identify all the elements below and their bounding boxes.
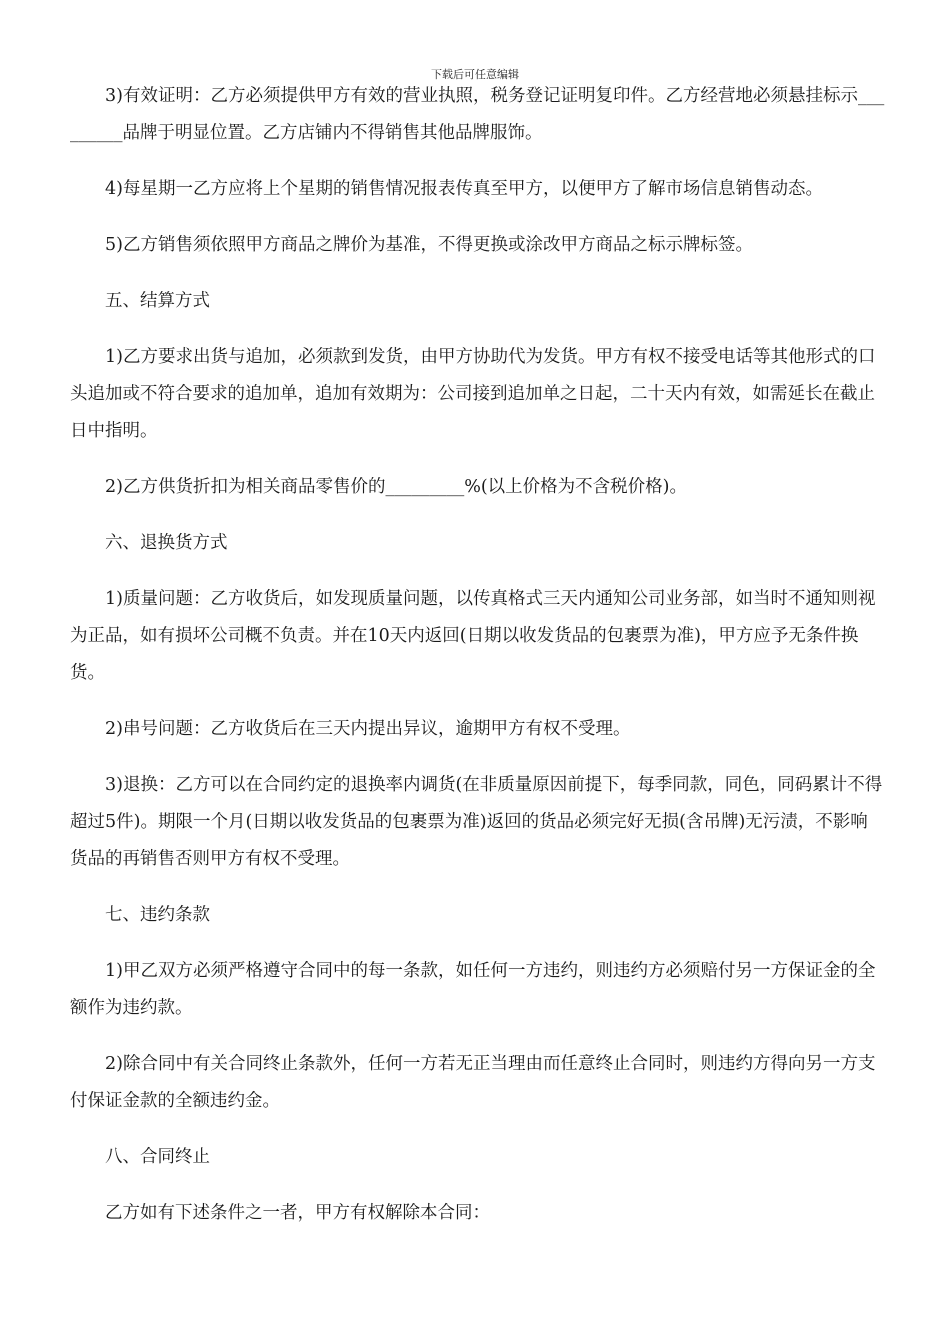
section-heading-termination: 八、合同终止: [105, 1147, 210, 1167]
breach-clause-1: 1)甲乙双方必须严格遵守合同中的每一条款，如任何一方违约，则违约方必须赔付另一方保证金的全额作为违约款。: [70, 961, 876, 1018]
settlement-clause-1: 1)乙方要求出货与追加，必须款到发货，由甲方协助代为发货。甲方有权不接受电话等其他形式的口头追加或不符合要求的追加单，追加有效期为：公司接到追加单之日起，二十天内有效，如需延长在截止日中指明。: [70, 347, 876, 441]
section-heading-returns: 六、退换货方式: [105, 533, 228, 553]
termination-intro: 乙方如有下述条件之一者，甲方有权解除本合同：: [105, 1203, 490, 1223]
clause-3-valid-proof: 3)有效证明：乙方必须提供甲方有效的营业执照，税务登记证明复印件。乙方经营地必须悬挂标示_________品牌于明显位置。乙方店铺内不得销售其他品牌服饰。: [70, 86, 885, 143]
returns-clause-1: 1)质量问题：乙方收货后，如发现质量问题，以传真格式三天内通知公司业务部，如当时不通知则视为正品，如有损坏公司概不负责。并在10天内返回(日期以收发货品的包裹票为准)，甲方应予无条件换货。: [70, 589, 876, 683]
document-body: [70, 78, 885, 1251]
breach-clause-2: 2)除合同中有关合同终止条款外，任何一方若无正当理由而任意终止合同时，则违约方得向另一方支付保证金款的全额违约金。: [70, 1054, 876, 1111]
section-heading-settlement: 五、结算方式: [105, 291, 210, 311]
returns-clause-2: 2)串号问题：乙方收货后在三天内提出异议，逾期甲方有权不受理。: [105, 719, 631, 739]
clause-5-price-standard: 5)乙方销售须依照甲方商品之牌价为基准，不得更换或涂改甲方商品之标示牌标签。: [105, 235, 753, 255]
clause-4-weekly-report: 4)每星期一乙方应将上个星期的销售情况报表传真至甲方，以便甲方了解市场信息销售动态。: [105, 179, 823, 199]
returns-clause-3: 3)退换：乙方可以在合同约定的退换率内调货(在非质量原因前提下，每季同款，同色，同码累计不得超过5件)。期限一个月(日期以收发货品的包裹票为准)返回的货品必须完好无损(含吊牌)无污渍，不影响货品的再销售否则甲方有权不受理。: [70, 775, 883, 869]
header-note: 下载后可任意编辑: [431, 68, 519, 81]
settlement-clause-2: 2)乙方供货折扣为相关商品零售价的_________%(以上价格为不含税价格)。: [105, 477, 687, 497]
section-heading-breach: 七、违约条款: [105, 905, 210, 925]
